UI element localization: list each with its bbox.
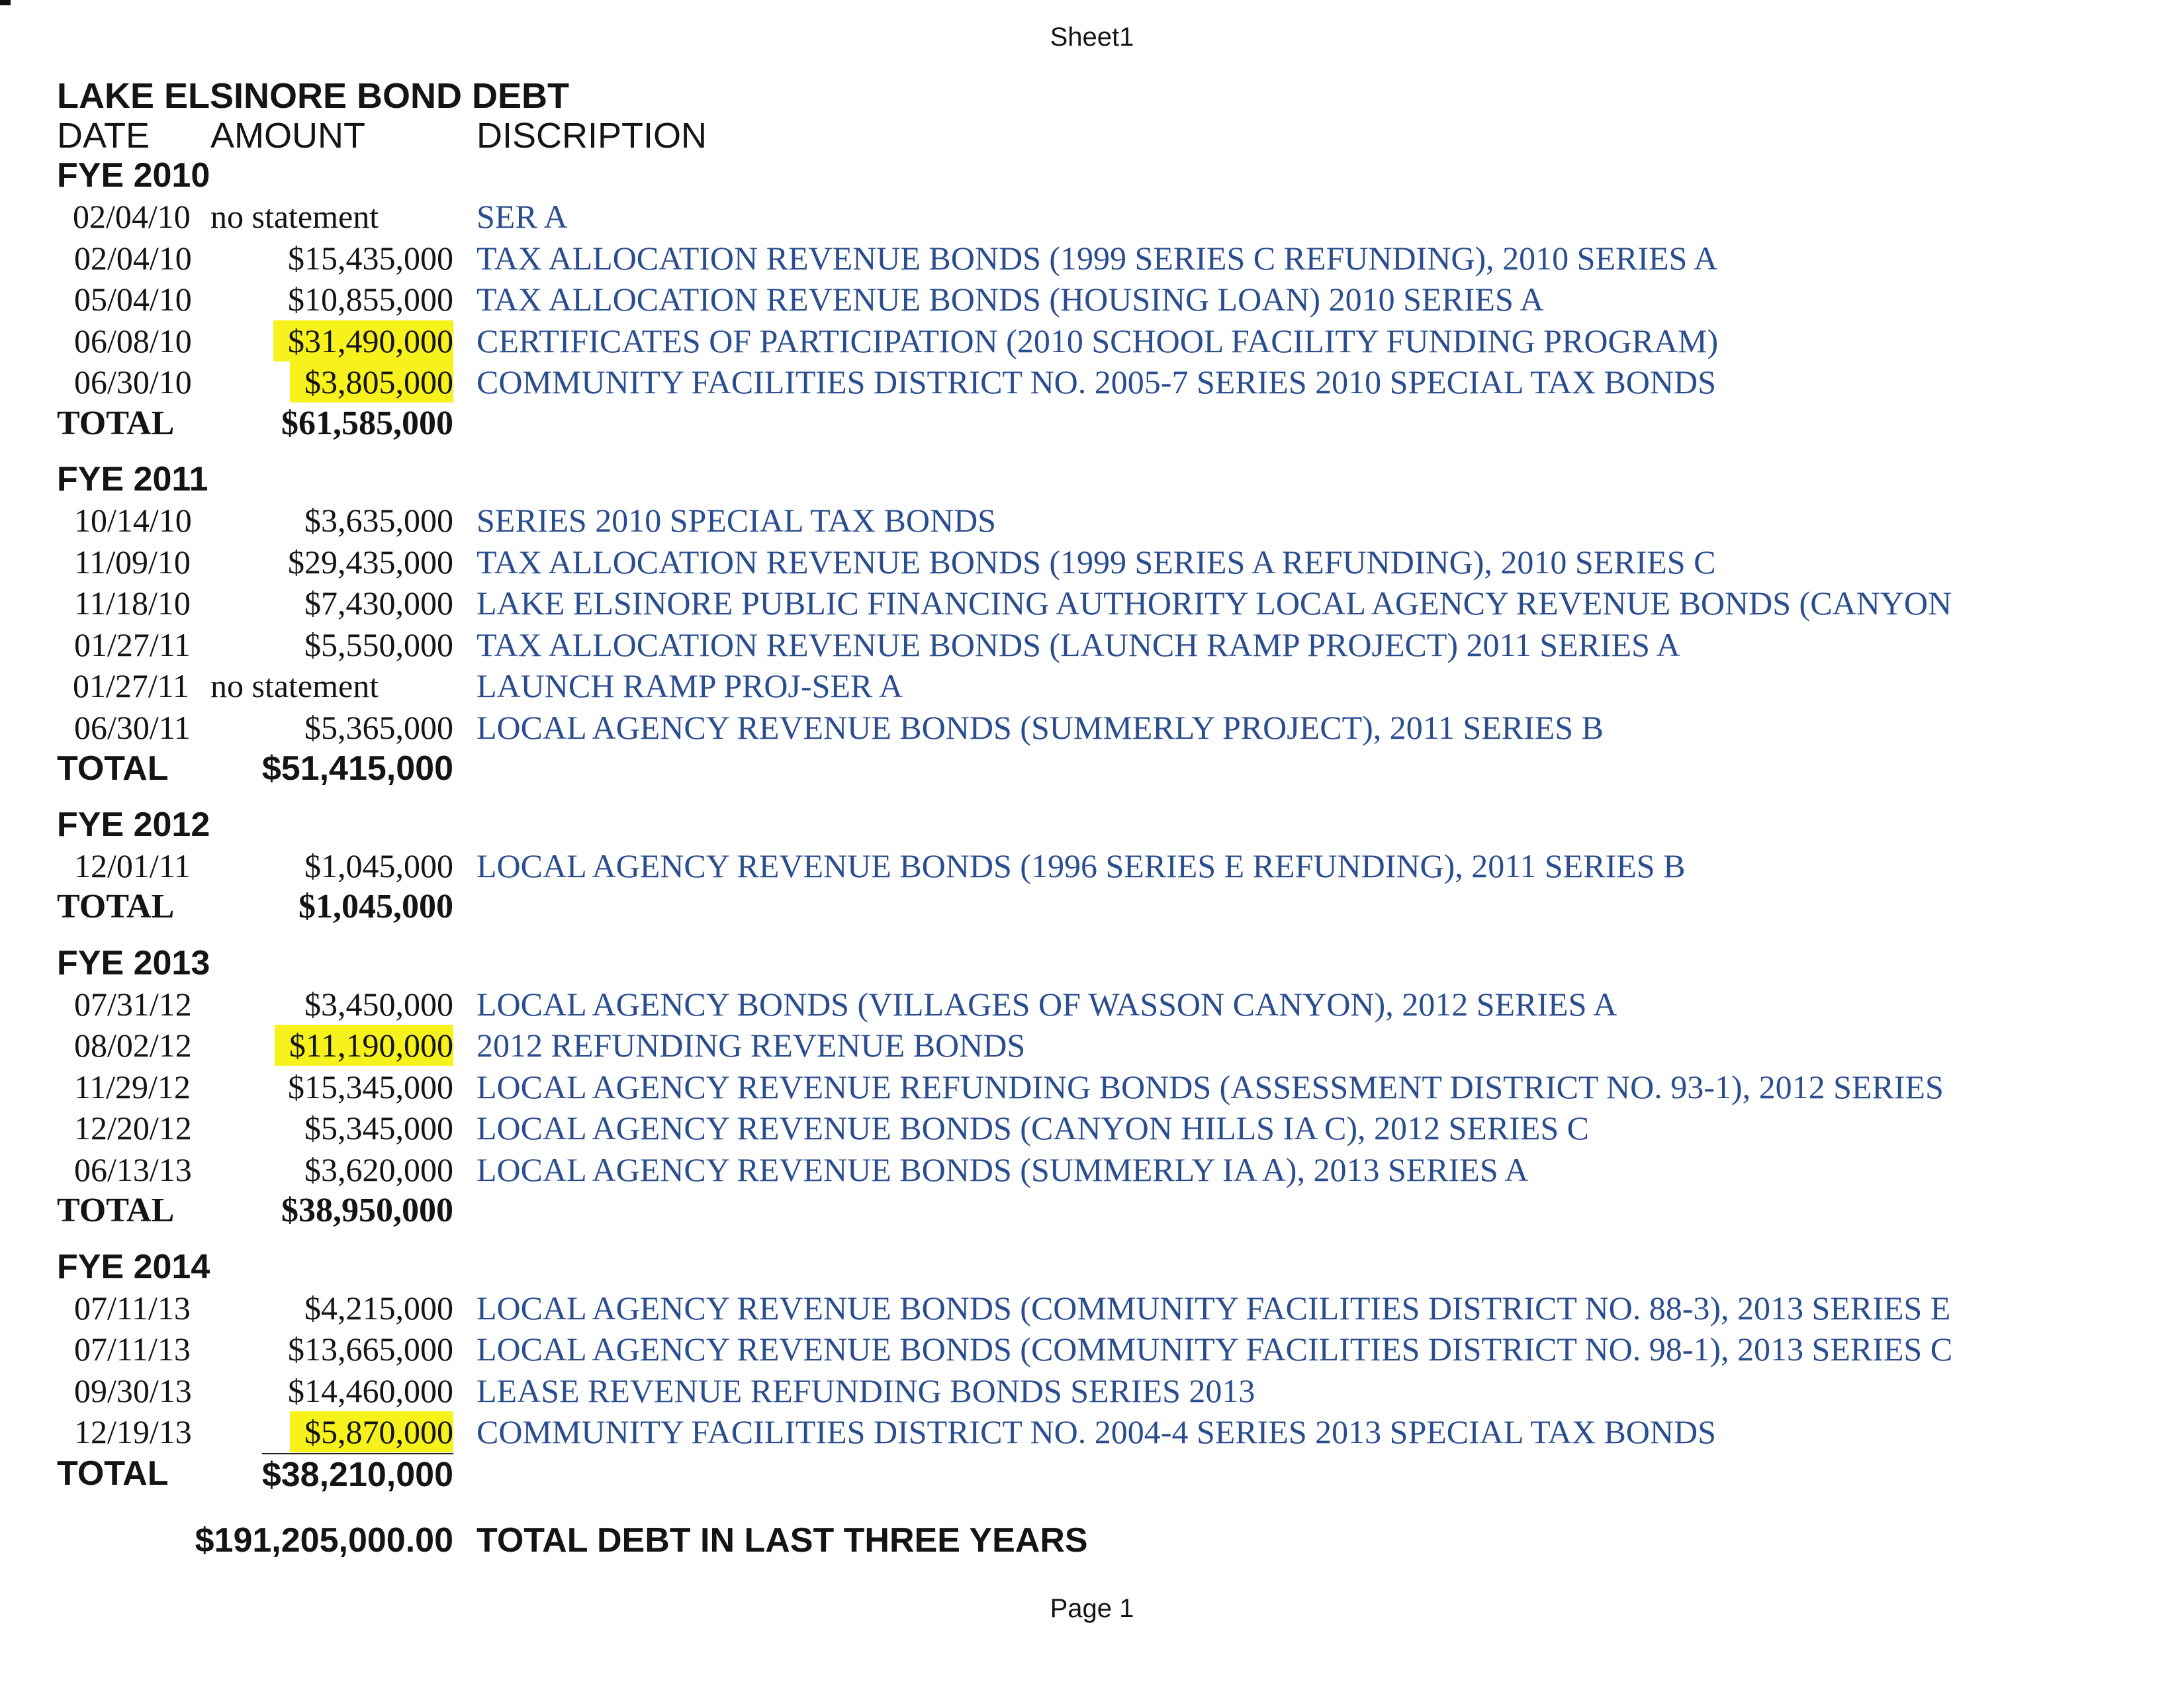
fiscal-year-total-row xyxy=(0,1453,2184,1495)
bond-description: CERTIFICATES OF PARTICIPATION (2010 SCHOOL FACILITY FUNDING PROGRAM) xyxy=(477,322,1719,359)
total-label: TOTAL xyxy=(57,888,175,925)
bond-description: COMMUNITY FACILITIES DISTRICT NO. 2005-7 SERIES 2010 SPECIAL TAX BONDS xyxy=(477,363,1716,400)
bond-date: 08/02/12 xyxy=(74,1027,192,1064)
bond-row xyxy=(0,1107,2184,1149)
bond-date: 12/20/12 xyxy=(74,1109,192,1147)
bond-amount-highlighted: $3,805,000 xyxy=(290,361,453,402)
total-amount: $61,585,000 xyxy=(281,404,453,442)
bond-date: 06/30/10 xyxy=(74,363,192,400)
bond-amount: $3,635,000 xyxy=(304,502,453,539)
grand-total-label: TOTAL DEBT IN LAST THREE YEARS xyxy=(477,1521,1088,1560)
bond-description: TAX ALLOCATION REVENUE BONDS (LAUNCH RAMP PROJECT) 2011 SERIES A xyxy=(477,626,1680,663)
page-footer: Page 1 xyxy=(1050,1594,1134,1623)
bond-row xyxy=(0,707,2184,749)
bond-row xyxy=(0,1025,2184,1066)
fiscal-year-section xyxy=(0,459,2184,790)
fiscal-year-header: FYE 2010 xyxy=(57,156,210,195)
bond-description: TAX ALLOCATION REVENUE BONDS (HOUSING LOAN) 2010 SERIES A xyxy=(477,281,1544,318)
bond-description: SER A xyxy=(477,198,568,235)
bond-amount: $14,460,000 xyxy=(288,1372,453,1409)
fiscal-year-header: FYE 2013 xyxy=(57,943,210,982)
bond-description: LOCAL AGENCY BONDS (VILLAGES OF WASSON CANYON), 2012 SERIES A xyxy=(477,985,1617,1023)
bond-date: 11/09/10 xyxy=(74,543,191,581)
bond-row xyxy=(0,238,2184,279)
fiscal-year-section xyxy=(0,1246,2184,1495)
bond-amount: $13,665,000 xyxy=(288,1331,453,1368)
bond-description: 2012 REFUNDING REVENUE BONDS xyxy=(477,1027,1026,1064)
fiscal-year-total-row xyxy=(0,403,2184,445)
total-label: TOTAL xyxy=(57,1454,169,1493)
bond-date: 01/27/11 xyxy=(73,667,189,704)
bond-row xyxy=(0,984,2184,1025)
sheet-header: Sheet1 xyxy=(1050,23,1134,52)
bond-row xyxy=(0,541,2184,583)
bond-description: LOCAL AGENCY REVENUE BONDS (1996 SERIES E REFUNDING), 2011 SERIES B xyxy=(477,847,1686,884)
bond-amount: $5,345,000 xyxy=(304,1109,453,1147)
bond-row xyxy=(0,665,2184,707)
bond-row xyxy=(0,1066,2184,1108)
bond-date: 09/30/13 xyxy=(74,1372,192,1409)
bond-row xyxy=(0,196,2184,238)
bond-date: 02/04/10 xyxy=(73,198,191,235)
fiscal-year-total-row xyxy=(0,748,2184,790)
fiscal-year-header: FYE 2012 xyxy=(57,805,210,844)
total-amount: $1,045,000 xyxy=(298,888,453,925)
bond-date: 11/18/10 xyxy=(74,585,191,622)
bond-amount: no statement xyxy=(210,198,379,235)
bond-row xyxy=(0,1149,2184,1191)
bond-date: 07/11/13 xyxy=(74,1331,191,1368)
bond-description: LOCAL AGENCY REVENUE BONDS (SUMMERLY IA A), 2013 SERIES A xyxy=(477,1150,1529,1188)
bond-description: LAKE ELSINORE PUBLIC FINANCING AUTHORITY LOCAL AGENCY REVENUE BONDS (CANYON xyxy=(477,585,1952,622)
fiscal-year-section xyxy=(0,943,2184,1232)
total-amount: $51,415,000 xyxy=(261,749,453,788)
bond-description: LOCAL AGENCY REVENUE REFUNDING BONDS (ASSESSMENT DISTRICT NO. 93-1), 2012 SERIES xyxy=(477,1068,1944,1105)
bond-description: LOCAL AGENCY REVENUE BONDS (COMMUNITY FACILITIES DISTRICT NO. 98-1), 2013 SERIES C xyxy=(477,1331,1953,1368)
bond-amount: $10,855,000 xyxy=(288,281,453,318)
bond-amount: $5,550,000 xyxy=(304,626,453,663)
bond-date: 11/29/12 xyxy=(74,1068,191,1105)
bond-row xyxy=(0,1288,2184,1329)
fiscal-year-header: FYE 2014 xyxy=(57,1247,210,1286)
total-label: TOTAL xyxy=(57,1192,175,1229)
bond-description: LOCAL AGENCY REVENUE BONDS (COMMUNITY FACILITIES DISTRICT NO. 88-3), 2013 SERIES E xyxy=(477,1289,1951,1327)
bond-date: 10/14/10 xyxy=(74,502,192,539)
total-label: TOTAL xyxy=(57,404,175,442)
bond-description: LOCAL AGENCY REVENUE BONDS (CANYON HILLS IA C), 2012 SERIES C xyxy=(477,1109,1590,1147)
bond-date: 12/01/11 xyxy=(74,847,191,884)
bond-description: LEASE REVENUE REFUNDING BONDS SERIES 2013 xyxy=(477,1372,1255,1409)
bond-date: 01/27/11 xyxy=(74,626,191,663)
bond-amount-highlighted: $11,190,000 xyxy=(275,1025,453,1066)
bond-row xyxy=(0,320,2184,362)
bond-row xyxy=(0,845,2184,887)
bond-row xyxy=(0,1411,2184,1453)
bond-row xyxy=(0,624,2184,666)
column-header-description: DISCRIPTION xyxy=(477,116,707,156)
bond-amount: $29,435,000 xyxy=(288,543,453,581)
fiscal-year-section xyxy=(0,155,2184,444)
bond-row xyxy=(0,279,2184,320)
bond-amount-highlighted: $31,490,000 xyxy=(273,320,453,361)
total-amount: $38,210,000 xyxy=(262,1453,453,1495)
bond-description: LAUNCH RAMP PROJ-SER A xyxy=(477,667,903,704)
bond-amount: $15,435,000 xyxy=(288,239,453,277)
bond-amount: no statement xyxy=(210,667,379,704)
bond-date: 06/13/13 xyxy=(74,1150,192,1188)
document-title: LAKE ELSINORE BOND DEBT xyxy=(57,76,570,116)
bond-amount: $1,045,000 xyxy=(304,847,453,884)
bond-date: 06/08/10 xyxy=(74,322,192,359)
bond-date: 05/04/10 xyxy=(74,281,192,318)
bond-amount: $5,365,000 xyxy=(304,708,453,746)
bond-description: SERIES 2010 SPECIAL TAX BONDS xyxy=(477,502,996,539)
fiscal-year-header: FYE 2011 xyxy=(57,460,208,498)
bond-date: 07/11/13 xyxy=(74,1289,191,1327)
grand-total-amount: $191,205,000.00 xyxy=(195,1521,453,1560)
bond-description: TAX ALLOCATION REVENUE BONDS (1999 SERIES C REFUNDING), 2010 SERIES A xyxy=(477,239,1718,277)
bond-date: 12/19/13 xyxy=(74,1413,192,1450)
fiscal-year-total-row xyxy=(0,1190,2184,1232)
bond-description: TAX ALLOCATION REVENUE BONDS (1999 SERIES A REFUNDING), 2010 SERIES C xyxy=(477,543,1716,581)
bond-row xyxy=(0,361,2184,403)
bond-row xyxy=(0,1370,2184,1412)
bond-row xyxy=(0,1329,2184,1370)
bond-date: 02/04/10 xyxy=(74,239,192,277)
total-label: TOTAL xyxy=(57,749,169,788)
fiscal-year-section xyxy=(0,804,2184,928)
bond-amount-highlighted: $5,870,000 xyxy=(290,1411,453,1452)
scan-corner-mark xyxy=(0,0,11,5)
fiscal-year-total-row xyxy=(0,886,2184,928)
bond-date: 06/30/11 xyxy=(74,708,191,746)
bond-amount: $7,430,000 xyxy=(304,585,453,622)
column-header-amount: AMOUNT xyxy=(210,116,365,156)
bond-amount: $3,450,000 xyxy=(304,985,453,1023)
column-header-date: DATE xyxy=(57,116,150,156)
bond-description: COMMUNITY FACILITIES DISTRICT NO. 2004-4 SERIES 2013 SPECIAL TAX BONDS xyxy=(477,1413,1716,1450)
bond-row xyxy=(0,583,2184,624)
bond-amount: $3,620,000 xyxy=(304,1150,453,1188)
bond-description: LOCAL AGENCY REVENUE BONDS (SUMMERLY PROJECT), 2011 SERIES B xyxy=(477,708,1604,746)
bond-date: 07/31/12 xyxy=(74,985,192,1023)
bond-amount: $4,215,000 xyxy=(304,1289,453,1327)
total-amount: $38,950,000 xyxy=(281,1192,453,1229)
bond-amount: $15,345,000 xyxy=(288,1068,453,1105)
bond-debt-table xyxy=(0,155,2184,1509)
bond-row xyxy=(0,500,2184,541)
